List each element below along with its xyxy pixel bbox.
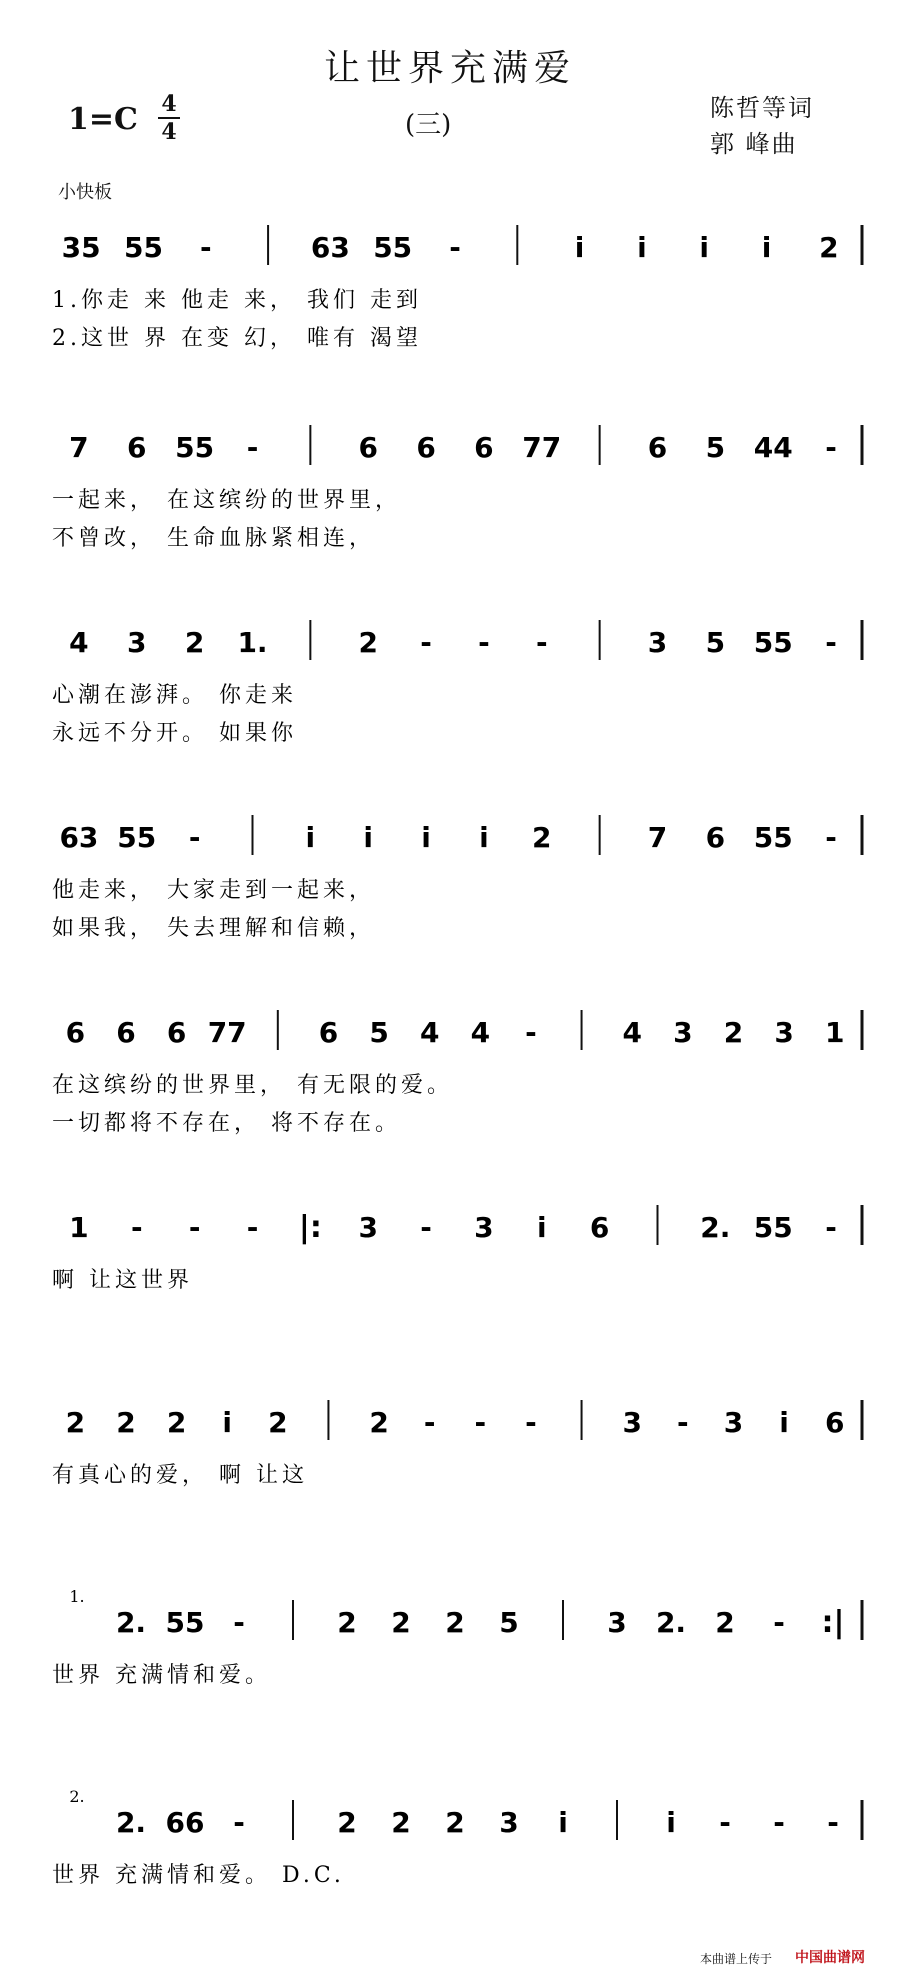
note: 2 bbox=[715, 1606, 735, 1639]
lyric-line: 他走来， 大家走到一起来， bbox=[52, 878, 375, 903]
note: 63 bbox=[59, 821, 99, 854]
note: - bbox=[474, 1406, 487, 1439]
note: - bbox=[199, 231, 212, 264]
note: - bbox=[825, 821, 837, 854]
note: - bbox=[246, 431, 259, 464]
note: 5 bbox=[369, 1016, 389, 1049]
lyric-line: 一切都将不存在， 将不存在。 bbox=[52, 1111, 401, 1136]
note: 3 bbox=[673, 1016, 693, 1049]
note: 2 bbox=[116, 1406, 136, 1439]
note: - bbox=[525, 1406, 537, 1439]
note: - bbox=[423, 1406, 436, 1439]
note: 2. bbox=[700, 1211, 731, 1244]
lyric-line: 不曾改， 生命血脉紧相连， bbox=[52, 526, 375, 551]
note: 55 bbox=[175, 431, 215, 464]
note: 6 bbox=[589, 1211, 610, 1244]
note: 1 bbox=[69, 1211, 89, 1244]
note: 3 bbox=[607, 1606, 627, 1639]
note: 6 bbox=[318, 1016, 339, 1049]
note: i bbox=[536, 1211, 547, 1244]
note: i bbox=[363, 821, 374, 854]
note: 2 bbox=[723, 1016, 744, 1049]
note: 66 bbox=[165, 1806, 205, 1839]
note: - bbox=[449, 231, 461, 264]
note: - bbox=[233, 1806, 245, 1839]
note: 2 bbox=[819, 231, 839, 264]
note: i bbox=[558, 1806, 568, 1839]
tempo-marking: 小快板 bbox=[58, 182, 112, 203]
note: 6 bbox=[127, 431, 147, 464]
note: 3 bbox=[723, 1406, 744, 1439]
composer-credit: 郭 峰曲 bbox=[710, 130, 798, 158]
note: - bbox=[677, 1406, 689, 1439]
note: 63 bbox=[310, 231, 350, 264]
note: - bbox=[773, 1606, 785, 1639]
note: 4 bbox=[419, 1016, 440, 1049]
note: 2 bbox=[184, 626, 205, 659]
lyric-line: 1.你走 来 他走 来， 我们 走到 bbox=[52, 288, 422, 313]
note: 5 bbox=[705, 431, 726, 464]
note: 3 bbox=[127, 626, 147, 659]
note: 2. bbox=[655, 1606, 687, 1639]
note: 6 bbox=[166, 1016, 187, 1049]
note: - bbox=[130, 1211, 143, 1244]
note: 3 bbox=[358, 1211, 378, 1244]
note: 4 bbox=[470, 1016, 491, 1049]
note: - bbox=[525, 1016, 537, 1049]
note: 2 bbox=[445, 1806, 465, 1839]
note: 3 bbox=[474, 1211, 494, 1244]
note: 77 bbox=[522, 431, 562, 464]
note: - bbox=[420, 626, 432, 659]
note: 2 bbox=[445, 1606, 465, 1639]
repeat-sign: |: bbox=[298, 1210, 322, 1245]
note: 4 bbox=[69, 626, 89, 659]
note: - bbox=[773, 1806, 785, 1839]
note: 2 bbox=[369, 1406, 389, 1439]
note: - bbox=[825, 431, 837, 464]
upload-note: 本曲谱上传于 bbox=[700, 1952, 773, 1966]
note: - bbox=[825, 1211, 837, 1244]
note: 44 bbox=[753, 431, 793, 464]
time-signature-top: 4 bbox=[161, 91, 177, 117]
note: i bbox=[222, 1406, 232, 1439]
note: 6 bbox=[65, 1016, 86, 1049]
note: 2 bbox=[391, 1606, 411, 1639]
note: 77 bbox=[207, 1016, 247, 1049]
note: 1 bbox=[824, 1016, 845, 1049]
lyric-line: 啊 让这世界 bbox=[52, 1268, 193, 1293]
note: 2 bbox=[337, 1806, 357, 1839]
lyric-line: 一起来， 在这缤纷的世界里， bbox=[52, 488, 401, 513]
section-subtitle: (三) bbox=[405, 110, 452, 140]
note: - bbox=[535, 626, 548, 659]
lyric-line: 有真心的爱， 啊 让这 bbox=[52, 1463, 308, 1488]
note: - bbox=[246, 1211, 259, 1244]
note: 55 bbox=[123, 231, 163, 264]
note: 55 bbox=[373, 231, 413, 264]
note: 55 bbox=[753, 1211, 793, 1244]
page-title: 让世界充满爱 bbox=[323, 48, 576, 89]
note: 6 bbox=[705, 821, 726, 854]
lyricist-credit: 陈哲等词 bbox=[710, 94, 814, 122]
note: - bbox=[188, 821, 201, 854]
note: - bbox=[478, 626, 490, 659]
note: i bbox=[574, 231, 585, 264]
note: 2 bbox=[166, 1406, 187, 1439]
note: 55 bbox=[117, 821, 157, 854]
note: 55 bbox=[165, 1606, 205, 1639]
note: i bbox=[305, 821, 316, 854]
repeat-sign: :| bbox=[821, 1605, 845, 1640]
note: - bbox=[233, 1606, 245, 1639]
site-logo: 中国曲谱网 bbox=[795, 1950, 865, 1966]
note: 2 bbox=[337, 1606, 357, 1639]
note: 35 bbox=[61, 231, 101, 264]
note: 2 bbox=[532, 821, 552, 854]
lyric-line: 在这缤纷的世界里， 有无限的爱。 bbox=[52, 1073, 453, 1098]
note: 3 bbox=[647, 626, 668, 659]
volta-marker: 2. bbox=[69, 1787, 85, 1806]
note: 6 bbox=[358, 431, 378, 464]
time-signature-bottom: 4 bbox=[161, 119, 177, 145]
note: i bbox=[421, 821, 431, 854]
note: - bbox=[420, 1211, 432, 1244]
lyric-line: 如果我， 失去理解和信赖， bbox=[52, 916, 375, 941]
note: - bbox=[188, 1211, 201, 1244]
lyric-line: 永远不分开。 如果你 bbox=[52, 721, 297, 746]
note: 55 bbox=[753, 626, 793, 659]
note: 6 bbox=[824, 1406, 845, 1439]
note: 3 bbox=[622, 1406, 642, 1439]
note: 2. bbox=[115, 1806, 147, 1839]
note: 3 bbox=[499, 1806, 519, 1839]
note: 2. bbox=[115, 1606, 147, 1639]
note: 5 bbox=[705, 626, 726, 659]
note: 6 bbox=[116, 1016, 136, 1049]
note: 3 bbox=[774, 1016, 794, 1049]
lyric-line: 心潮在澎湃。 你走来 bbox=[52, 683, 297, 708]
note: i bbox=[779, 1406, 789, 1439]
note: i bbox=[637, 231, 647, 264]
note: - bbox=[719, 1806, 731, 1839]
note: 1. bbox=[237, 626, 268, 659]
volta-marker: 1. bbox=[69, 1587, 85, 1606]
note: 2 bbox=[268, 1406, 288, 1439]
note: - bbox=[827, 1806, 839, 1839]
note: 4 bbox=[622, 1016, 642, 1049]
note: i bbox=[699, 231, 710, 264]
lyric-line: 2.这世 界 在变 幻， 唯有 渴望 bbox=[52, 326, 422, 351]
note: 2 bbox=[391, 1806, 411, 1839]
note: - bbox=[825, 626, 837, 659]
note: 6 bbox=[647, 431, 668, 464]
lyric-line: 世界 充满情和爱。 D.C. bbox=[52, 1863, 345, 1888]
note: i bbox=[479, 821, 489, 854]
note: 5 bbox=[499, 1606, 519, 1639]
note: i bbox=[666, 1806, 676, 1839]
note: 2 bbox=[358, 626, 378, 659]
note: 55 bbox=[753, 821, 793, 854]
note: 2 bbox=[65, 1406, 86, 1439]
note: 7 bbox=[647, 821, 668, 854]
note: 6 bbox=[416, 431, 436, 464]
note: 7 bbox=[69, 431, 89, 464]
key-signature: 1=C bbox=[68, 102, 138, 137]
lyric-line: 世界 充满情和爱。 bbox=[52, 1663, 271, 1688]
note: 6 bbox=[474, 431, 494, 464]
note: i bbox=[761, 231, 772, 264]
